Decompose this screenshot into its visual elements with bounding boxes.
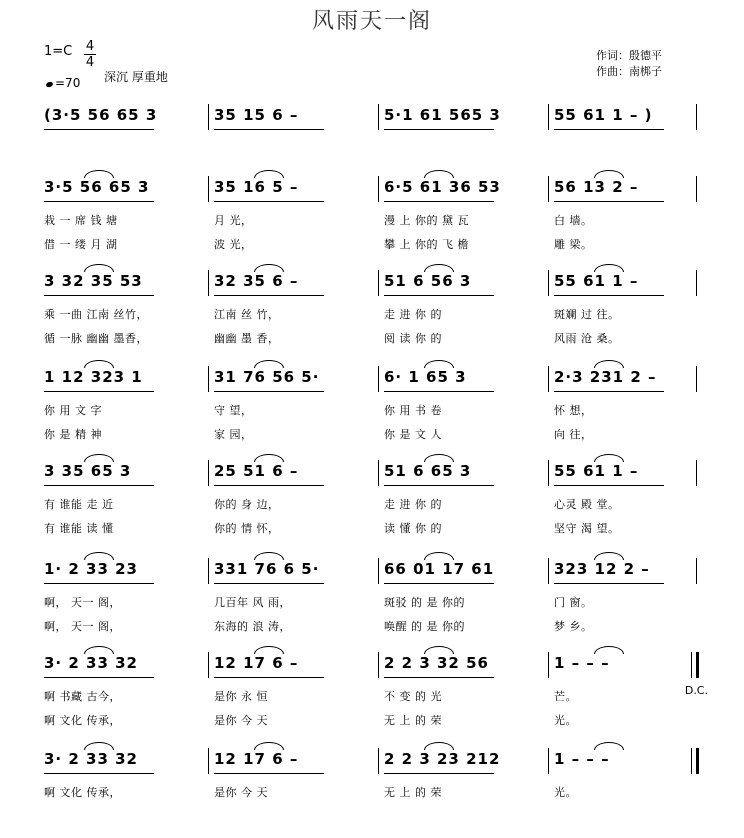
barline bbox=[378, 460, 379, 486]
slur-mark bbox=[84, 742, 114, 750]
barline bbox=[548, 558, 549, 584]
barline bbox=[696, 104, 697, 130]
expression-marking: 深沉 厚重地 bbox=[104, 70, 168, 84]
lyric-verse-2: 读 懂 你 的 bbox=[384, 522, 442, 535]
beam-line bbox=[554, 583, 664, 584]
measure-notes: 32 35 6 – bbox=[214, 272, 299, 290]
slur-mark bbox=[84, 552, 114, 560]
lyric-verse-2: 光。 bbox=[554, 714, 577, 727]
lyric-verse-2: 有 谁能 读 懂 bbox=[44, 522, 114, 535]
slur-mark bbox=[424, 742, 454, 750]
lyric-verse-2: 你 是 文 人 bbox=[384, 428, 442, 441]
beam-line bbox=[44, 201, 154, 202]
composer: 作曲：南梆子 bbox=[596, 65, 662, 78]
beam-line bbox=[44, 391, 154, 392]
barline bbox=[548, 366, 549, 392]
beam-line bbox=[384, 391, 494, 392]
lyric-verse-2: 波 光， bbox=[214, 238, 253, 251]
lyric-verse-2: 向 往， bbox=[554, 428, 593, 441]
lyric-verse-2: 攀 上 你的 飞 檐 bbox=[384, 238, 469, 251]
lyric-verse-1: 守 望， bbox=[214, 404, 253, 417]
lyric-verse-1: 栽 一 席 钱 塘 bbox=[44, 214, 118, 227]
tempo-marking: =70 bbox=[46, 76, 80, 90]
meter-top: 4 bbox=[85, 39, 95, 54]
barline bbox=[548, 652, 549, 678]
barline bbox=[696, 460, 697, 486]
beam-line bbox=[384, 583, 494, 584]
beam-line bbox=[214, 677, 324, 678]
beam-line bbox=[44, 773, 154, 774]
beam-line bbox=[384, 129, 494, 130]
beam-line bbox=[44, 485, 154, 486]
score-row bbox=[0, 460, 744, 550]
lyric-verse-1: 心灵 殿 堂。 bbox=[554, 498, 620, 511]
beam-line bbox=[384, 201, 494, 202]
lyric-verse-1: 江南 丝 竹， bbox=[214, 308, 280, 321]
measure-notes: 55 61 1 – ) bbox=[554, 106, 653, 124]
score-row bbox=[0, 748, 744, 838]
barline bbox=[208, 366, 209, 392]
measure-notes: (3·5 56 65 3 bbox=[44, 106, 158, 124]
beam-line bbox=[214, 391, 324, 392]
beam-line bbox=[554, 485, 664, 486]
lyric-verse-2: 家 园， bbox=[214, 428, 253, 441]
measure-notes: 51 6 65 3 bbox=[384, 462, 472, 480]
lyric-verse-1: 啊 文化 传承， bbox=[44, 786, 121, 799]
barline bbox=[548, 176, 549, 202]
measure-notes: 12 17 6 – bbox=[214, 654, 299, 672]
beam-line bbox=[214, 773, 324, 774]
lyric-verse-2: 啊， 天一 阁， bbox=[44, 620, 121, 633]
measure-notes: 2·3 231 2 – bbox=[554, 368, 657, 386]
beam-line bbox=[214, 129, 324, 130]
lyric-verse-1: 光。 bbox=[554, 786, 577, 799]
score-row bbox=[0, 558, 744, 648]
beam-line bbox=[384, 295, 494, 296]
slur-mark bbox=[424, 552, 454, 560]
lyric-verse-2: 唤醒 的 是 你的 bbox=[384, 620, 465, 633]
barline bbox=[548, 270, 549, 296]
barline bbox=[208, 270, 209, 296]
measure-notes: 55 61 1 – bbox=[554, 462, 639, 480]
slur-mark bbox=[594, 742, 624, 750]
lyric-verse-2: 坚守 渴 望。 bbox=[554, 522, 620, 535]
score-row bbox=[0, 270, 744, 360]
measure-notes: 66 01 17 61 bbox=[384, 560, 495, 578]
beam-line bbox=[554, 295, 664, 296]
barline bbox=[548, 104, 549, 130]
barline bbox=[378, 748, 379, 774]
slur-mark bbox=[424, 360, 454, 368]
measure-notes: 3·5 56 65 3 bbox=[44, 178, 150, 196]
barline bbox=[696, 748, 699, 774]
lyric-verse-1: 走 进 你 的 bbox=[384, 308, 442, 321]
lyric-verse-2: 循 一脉 幽幽 墨香， bbox=[44, 332, 148, 345]
lyric-verse-1: 啊 书藏 古今， bbox=[44, 690, 121, 703]
beam-line bbox=[44, 129, 154, 130]
lyricist: 作词：殷德平 bbox=[596, 49, 662, 62]
measure-notes: 3 32 35 53 bbox=[44, 272, 143, 290]
score-row bbox=[0, 366, 744, 456]
measure-notes: 5·1 61 565 3 bbox=[384, 106, 501, 124]
barline bbox=[548, 460, 549, 486]
slur-mark bbox=[254, 742, 284, 750]
measure-notes: 6· 1 65 3 bbox=[384, 368, 467, 386]
lyric-verse-2: 阅 读 你 的 bbox=[384, 332, 442, 345]
lyric-verse-1: 走 进 你 的 bbox=[384, 498, 442, 511]
lyric-verse-1: 你 用 文 字 bbox=[44, 404, 102, 417]
lyric-verse-2: 雕 梁。 bbox=[554, 238, 593, 251]
barline bbox=[208, 176, 209, 202]
quarter-note-icon bbox=[45, 81, 53, 88]
barline bbox=[696, 558, 697, 584]
measure-notes: 31 76 56 5· bbox=[214, 368, 320, 386]
beam-line bbox=[214, 485, 324, 486]
barline bbox=[548, 748, 549, 774]
slur-mark bbox=[594, 360, 624, 368]
slur-mark bbox=[84, 360, 114, 368]
lyric-verse-2: 东海的 浪 涛， bbox=[214, 620, 291, 633]
barline bbox=[696, 176, 697, 202]
lyric-verse-2: 你 是 精 神 bbox=[44, 428, 102, 441]
song-title: 风雨天一阁 bbox=[311, 9, 432, 34]
lyric-verse-1: 啊， 天一 阁， bbox=[44, 596, 121, 609]
credits bbox=[596, 48, 662, 80]
barline bbox=[378, 366, 379, 392]
lyric-verse-2: 啊 文化 传承， bbox=[44, 714, 121, 727]
lyric-verse-1: 门 窗。 bbox=[554, 596, 593, 609]
measure-notes: 2 2 3 32 56 bbox=[384, 654, 489, 672]
measure-notes: 3· 2 33 32 bbox=[44, 654, 138, 672]
lyric-verse-2: 无 上 的 荣 bbox=[384, 714, 442, 727]
lyric-verse-1: 月 光， bbox=[214, 214, 253, 227]
key-signature: 1=C bbox=[44, 44, 73, 59]
measure-notes: 323 12 2 – bbox=[554, 560, 650, 578]
lyric-verse-1: 你 用 书 卷 bbox=[384, 404, 442, 417]
measure-notes: 1 – – – bbox=[554, 750, 610, 768]
slur-mark bbox=[254, 552, 284, 560]
beam-line bbox=[44, 677, 154, 678]
barline bbox=[696, 270, 697, 296]
barline bbox=[378, 176, 379, 202]
measure-notes: 35 16 5 – bbox=[214, 178, 299, 196]
measure-notes: 2 2 3 23 212 bbox=[384, 750, 501, 768]
measure-notes: 35 15 6 – bbox=[214, 106, 299, 124]
lyric-verse-1: 斑驳 的 是 你的 bbox=[384, 596, 465, 609]
measure-notes: 51 6 56 3 bbox=[384, 272, 472, 290]
measure-notes: 6·5 61 36 53 bbox=[384, 178, 501, 196]
barline bbox=[696, 652, 699, 678]
meter-bottom: 4 bbox=[85, 55, 95, 70]
beam-line bbox=[214, 295, 324, 296]
beam-line bbox=[214, 583, 324, 584]
lyric-verse-1: 漫 上 你的 黛 瓦 bbox=[384, 214, 469, 227]
measure-notes: 3· 2 33 32 bbox=[44, 750, 138, 768]
beam-line bbox=[214, 201, 324, 202]
beam-line bbox=[554, 201, 664, 202]
time-signature bbox=[84, 40, 96, 69]
barline bbox=[696, 366, 697, 392]
lyric-verse-1: 斑斓 过 往。 bbox=[554, 308, 620, 321]
measure-notes: 1 – – – bbox=[554, 654, 610, 672]
barline bbox=[378, 270, 379, 296]
lyric-verse-1: 无 上 的 荣 bbox=[384, 786, 442, 799]
beam-line bbox=[554, 129, 664, 130]
lyric-verse-1: 有 谁能 走 近 bbox=[44, 498, 114, 511]
measure-notes: 3 35 65 3 bbox=[44, 462, 132, 480]
slur-mark bbox=[594, 552, 624, 560]
da-capo-mark: D.C. bbox=[684, 684, 708, 697]
barline bbox=[208, 104, 209, 130]
measure-notes: 1 12 323 1 bbox=[44, 368, 143, 386]
measure-notes: 55 61 1 – bbox=[554, 272, 639, 290]
lyric-verse-2: 梦 乡。 bbox=[554, 620, 593, 633]
barline bbox=[208, 748, 209, 774]
beam-line bbox=[384, 677, 494, 678]
lyric-verse-2: 是你 今 天 bbox=[214, 714, 268, 727]
measure-notes: 12 17 6 – bbox=[214, 750, 299, 768]
measure-notes: 1· 2 33 23 bbox=[44, 560, 138, 578]
lyric-verse-2: 风雨 沧 桑。 bbox=[554, 332, 620, 345]
score-row bbox=[0, 176, 744, 266]
lyric-verse-1: 几百年 风 雨， bbox=[214, 596, 291, 609]
barline bbox=[691, 652, 692, 678]
slur-mark bbox=[254, 360, 284, 368]
score-row bbox=[0, 652, 744, 742]
barline bbox=[378, 652, 379, 678]
lyric-verse-1: 你的 身 边， bbox=[214, 498, 280, 511]
lyric-verse-2: 借 一 缕 月 湖 bbox=[44, 238, 118, 251]
barline bbox=[378, 558, 379, 584]
barline bbox=[208, 652, 209, 678]
barline bbox=[378, 104, 379, 130]
measure-notes: 331 76 6 5· bbox=[214, 560, 320, 578]
beam-line bbox=[44, 295, 154, 296]
lyric-verse-1: 芒。 bbox=[554, 690, 577, 703]
lyric-verse-2: 幽幽 墨 香， bbox=[214, 332, 280, 345]
lyric-verse-1: 是你 今 天 bbox=[214, 786, 268, 799]
measure-notes: 25 51 6 – bbox=[214, 462, 299, 480]
lyric-verse-1: 不 变 的 光 bbox=[384, 690, 442, 703]
beam-line bbox=[384, 773, 494, 774]
beam-line bbox=[44, 583, 154, 584]
beam-line bbox=[554, 391, 664, 392]
barline bbox=[208, 558, 209, 584]
barline bbox=[691, 748, 692, 774]
barline bbox=[208, 460, 209, 486]
lyric-verse-2: 你的 情 怀， bbox=[214, 522, 280, 535]
lyric-verse-1: 是你 永 恒 bbox=[214, 690, 268, 703]
measure-notes: 56 13 2 – bbox=[554, 178, 639, 196]
lyric-verse-1: 乘 一曲 江南 丝竹， bbox=[44, 308, 148, 321]
beam-line bbox=[384, 485, 494, 486]
lyric-verse-1: 怀 想， bbox=[554, 404, 593, 417]
lyric-verse-1: 白 墙。 bbox=[554, 214, 593, 227]
